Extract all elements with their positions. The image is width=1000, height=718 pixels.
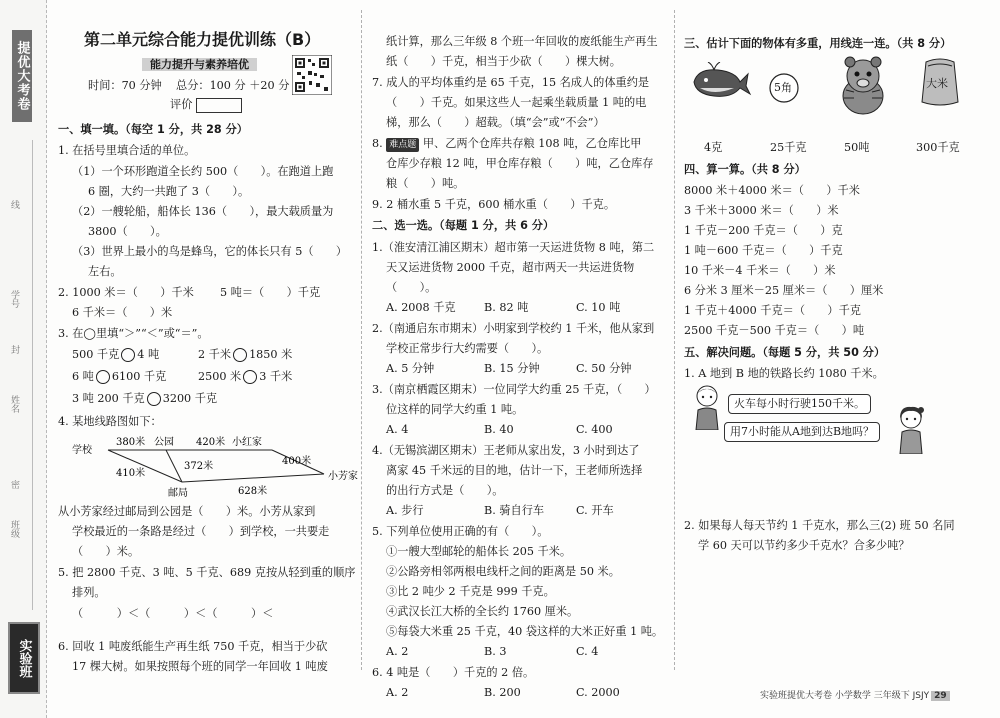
binding-field-line: 线 xyxy=(9,200,19,209)
question-1-9: 9. 2 桶水重 5 千克，600 桶水重（ ）千克。 xyxy=(372,198,616,211)
compare-a-left: 500 千克 xyxy=(72,348,120,361)
question-1-1-b-cont: 3800（ ）。 xyxy=(88,225,167,238)
compare-b-left: 2 千米 xyxy=(198,348,232,361)
page-title: 第二单元综合能力提优训练（B） xyxy=(84,30,321,49)
choice-2: 2.（南通启东市期末）小明家到学校约 1 千米，他从家到 xyxy=(372,322,655,335)
column-divider-2 xyxy=(674,10,675,670)
column-divider-1 xyxy=(361,10,362,670)
evaluate-box[interactable] xyxy=(196,98,242,113)
question-1-7: 7. 成人的平均体重约是 65 千克，15 名成人的体重约是 xyxy=(372,76,650,89)
map-d3: 372米 xyxy=(184,461,214,472)
question-1-4-c: （ ）米。 xyxy=(72,545,140,558)
question-1-5: 5. 把 2800 千克、3 吨、5 千克、689 克按从轻到重的顺序 xyxy=(58,566,356,579)
choice-4-cont: 离家 45 千米远的目的地，估计一下，王老师所选择 xyxy=(386,464,643,477)
page-footer xyxy=(760,688,950,701)
map-edge-park-post xyxy=(166,450,182,482)
choice-1: 1.（淮安清江浦区期末）超市第一天运进货物 8 吨，第二 xyxy=(372,241,655,254)
choice-5-option-b[interactable]: B. 3 xyxy=(484,645,507,658)
choice-5-item-2: ②公路旁相邻两根电线杆之间的距离是 50 米。 xyxy=(386,565,620,578)
tiger-icon xyxy=(834,56,892,116)
choice-3-option-c[interactable]: C. 400 xyxy=(576,423,613,436)
brand-label: 实验班 xyxy=(8,622,40,694)
choice-2-option-a[interactable]: A. 5 分钟 xyxy=(386,362,435,375)
evaluate-label: 评价 xyxy=(170,98,193,111)
map-d2: 420米 xyxy=(196,437,226,448)
question-1-1-c: （3）世界上最小的鸟是蜂鸟，它的体长只有 5（ ） xyxy=(72,245,348,258)
choice-3-option-b[interactable]: B. 40 xyxy=(484,423,514,436)
question-1-2-b: 5 吨＝（ ）千克 xyxy=(220,286,321,299)
binding-line xyxy=(32,140,33,610)
weight-option-1[interactable]: 4克 xyxy=(704,141,723,154)
question-1-8-cont2: 粮（ ）吨。 xyxy=(386,177,465,190)
question-1-7-cont: （ ）千克。如果这些人一起乘坐载质量 1 吨的电 xyxy=(386,96,647,109)
question-1-4-a: 从小芳家经过邮局到公园是（ ）米。小芳从家到 xyxy=(58,505,316,518)
coin-label: 5角 xyxy=(774,81,792,94)
binding-strip xyxy=(0,0,47,718)
question-1-1-a-cont: 6 圈，大约一共跑了 3（ ）。 xyxy=(88,185,250,198)
binding-field-name: 姓名 xyxy=(9,395,19,413)
choice-3-option-a[interactable]: A. 4 xyxy=(386,423,409,436)
map-edge-post-xiaofang xyxy=(182,474,324,482)
compare-b-right: 1850 米 xyxy=(249,348,293,361)
question-1-4: 4. 某地线路图如下： xyxy=(58,415,162,428)
problem-2-cont: 学 60 天可以节约多少千克水？合多少吨？ xyxy=(698,539,910,552)
section-3-heading: 三、估计下面的物体有多重，用线连一连。（共 8 分） xyxy=(684,37,952,50)
question-1-6-cont: 17 棵大树。如果按照每个班的同学一年回收 1 吨废 xyxy=(72,660,328,673)
choice-3: 3.（南京栖霞区期末）一位同学大约重 25 千克，（ ） xyxy=(372,383,656,396)
choice-5-option-c[interactable]: C. 4 xyxy=(576,645,599,658)
map-xiaohong: 小红家 xyxy=(232,437,262,448)
choice-6-option-a[interactable]: A. 2 xyxy=(386,686,409,699)
choice-1-cont: 天又运进货物 2000 千克，超市两天一共运进货物 xyxy=(386,261,635,274)
map-xiaofang: 小芳家 xyxy=(328,471,358,482)
compare-circle-a[interactable] xyxy=(121,348,135,362)
compare-e-left: 3 吨 200 千克 xyxy=(72,392,145,405)
weight-option-2[interactable]: 25千克 xyxy=(770,141,807,154)
question-1-7-cont2: 梯，那么（ ）超载。（填“会”或“不会”） xyxy=(386,116,605,129)
choice-2-cont: 学校正常步行大约需要（ ）。 xyxy=(386,342,549,355)
choice-6: 6. 4 吨是（ ）千克的 2 倍。 xyxy=(372,666,535,679)
map-d4: 400米 xyxy=(282,456,312,467)
choice-3-cont: 位这样的同学大约重 1 吨。 xyxy=(386,403,524,416)
choice-5-item-3: ③比 2 吨少 2 千克是 999 千克。 xyxy=(386,585,555,598)
question-1-1-a: （1）一个环形跑道全长约 500（ ）。在跑道上跑 xyxy=(72,165,334,178)
question-1-1-c-cont: 左右。 xyxy=(88,265,122,278)
sack-label: 大米 xyxy=(926,77,948,90)
map-school: 学校 xyxy=(72,445,92,456)
compare-c-right: 6100 千克 xyxy=(111,370,167,383)
question-1-4-b: 学校最近的一条路是经过（ ）到学校，一共要走 xyxy=(72,525,330,538)
exam-page: 提优大考卷 线 学号 封 姓名 密 班级 实验班 第二单元综合能力提优训练（B） 能力提升与素养培优 时间：70 分钟 总分：100 分 ＋20 分 评价 一、填一填。（每空 1 分，共 28 分） 1. 在括号里填合适的单位。 （1）一个环形跑道全长约 500（ ）。在跑道上跑 6 圈，大约一共跑了 3（ ）。 （2）一艘轮船，船体长 136（ ），最大载质量为 3800（ ）。 （3）世界上最小的鸟是蜂鸟，它的体长只有 5（ ） 左右。 2. 1000 米＝（ ）千米 5 吨＝（ ）千克 6 千米＝（ ）米 3. 在◯里填“＞”“＜”或“＝”。 500 千克 4 吨 2 千米 1850 米 6 吨 6100 千克 2500 米 3 千米 3 吨 200 千克 3200 千克 4. 某地线路图如下： 学校 380米 公园 420米 小红家 372米 400米 小芳家 410米 邮局 628米 从小芳家经过邮局到公园是（ ）米。小芳从家到 学校最近的一条路是经过（ ）到学校，一共要走 （ ）米。 5. 把 2800 千克、3 吨、5 千克、689 克按从轻到重的顺序 排列。 （ ）＜（ ）＜（ ）＜ 6. 回收 1 吨废纸能生产再生纸 750 千克，相当于少砍 17 棵大树。如果按照每个班的同学一年回收 1 吨废 纸计算，那么三年级 8 个班一年回收的废纸能生产再生 纸（ ）千克，相当于少砍（ ）棵大树。 7. 成人的平均体重约是 65 千克，15 名成人的体重约是 （ ）千克。如果这些人一起乘坐载质量 1 吨的电 梯，那么（ ）超载。（填“会”或“不会”） 8. 难点题 甲、乙两个仓库共存粮 108 吨，乙仓库比甲 仓库少存粮 12 吨，甲仓库存粮（ ）吨，乙仓库存 粮（ ）吨。 9. 2 桶水重 5 千克，600 桶水重（ ）千克。 二、选一选。（每题 1 分，共 6 分） 1.（淮安清江浦区期末）超市第一天运进货物 8 吨，第二 天又运进货物 2000 千克，超市两天一共运进货物 （ ）。 A. 2008 千克 B. 82 吨 C. 10 吨 2.（南通启东市期末）小明家到学校约 1 千米，他从家到 学校正常步行大约需要（ ）。 A. 5 分钟 B. 15 分钟 C. 50 分钟 3.（南京栖霞区期末）一位同学大约重 25 千克，（ ） 位这样的同学大约重 1 吨。 A. 4 B. 40 C. 400 4.（无锡滨湖区期末）王老师从家出发，3 小时到达了 离家 45 千米远的目的地，估计一下，王老师所选择 的出行方式是（ ）。 A. 步行 B. 骑自行车 C. 开车 5. 下列单位使用正确的有（ ）。 ①一艘大型邮轮的船体长 205 千米。 ②公路旁相邻两根电线杆之间的距离是 50 米。 ③比 2 吨少 2 千克是 999 千克。 ④武汉长江大桥的全长约 1760 厘米。 ⑤每袋大米重 25 千克，40 袋这样的大米正好重 1 吨。 A. 2 B. 3 C. 4 6. 4 吨是（ ）千克的 2 倍。 A. 2 B. 200 C. 2000 三、估计下面的物体有多重，用线连一连。（共 8 分） 5角 大米 4克 25千克 50吨 300千克 四、算一算。（共 8 分） 8000 米＋4000 米＝（ ）千米 3 千米＋3000 米＝（ ）米 1 千克－200 千克＝（ ）克 1 吨－600 千克＝（ ）千克 10 千米－4 千米＝（ ）米 6 分米 3 厘米－25 厘米＝（ ）厘米 1 千克＋4000 千克＝（ ）千克 2500 千克－500 千克＝（ ）吨 五、解决问题。（每题 5 分，共 50 分） 1. A 地到 B 地的铁路长约 1080 千米。 火车每小时行驶150千米。 用7小时能从A地到达B地吗？ 2. 如果每人每天节约 1 千克水，那么三(2) 班 50 名同 学 60 天可以节约多少千克水？合多少吨？ 实验班提优大考卷 小学数学 三年级下 JSJY 29 xyxy=(0,0,1000,718)
question-1-5-cont: 排列。 xyxy=(72,586,106,599)
choice-5: 5. 下列单位使用正确的有（ ）。 xyxy=(372,525,549,538)
page-number: 29 xyxy=(931,691,950,701)
question-1-2-a: 2. 1000 米＝（ ）千米 xyxy=(58,286,194,299)
series-label: 提优大考卷 xyxy=(12,30,32,122)
binding-field-seal: 封 xyxy=(9,345,19,354)
question-1-6: 6. 回收 1 吨废纸能生产再生纸 750 千克，相当于少砍 xyxy=(58,640,328,653)
choice-4: 4.（无锡滨湖区期末）王老师从家出发，3 小时到达了 xyxy=(372,444,640,457)
choice-4-option-c[interactable]: C. 开车 xyxy=(576,504,614,517)
section-1-heading: 一、填一填。（每空 1 分，共 28 分） xyxy=(58,123,248,136)
compare-circle-b[interactable] xyxy=(233,348,247,362)
map-d5: 410米 xyxy=(116,468,146,479)
choice-4-option-a[interactable]: A. 步行 xyxy=(386,504,424,517)
compare-circle-d[interactable] xyxy=(243,370,257,384)
section-4-heading: 四、算一算。（共 8 分） xyxy=(684,163,806,176)
question-1-8-cont: 仓库少存粮 12 吨，甲仓库存粮（ ）吨，乙仓库存 xyxy=(386,157,654,170)
question-1-5-blanks: （ ）＜（ ）＜（ ）＜ xyxy=(72,607,274,620)
difficulty-badge: 难点题 xyxy=(386,138,419,152)
time-limit: 时间：70 分钟 xyxy=(88,79,162,92)
choice-2-option-c[interactable]: C. 50 分钟 xyxy=(576,362,632,375)
question-1-8: 甲、乙两个仓库共存粮 108 吨，乙仓库比甲 xyxy=(422,137,642,150)
problem-2: 2. 如果每人每天节约 1 千克水，那么三(2) 班 50 名同 xyxy=(684,519,955,532)
calc-5: 10 千米－4 千米＝（ ）米 xyxy=(684,264,836,277)
compare-c-left: 6 吨 xyxy=(72,370,94,383)
weight-option-3[interactable]: 50吨 xyxy=(844,141,870,154)
weight-option-4[interactable]: 300千克 xyxy=(916,141,960,154)
question-1-3: 3. 在◯里填“＞”“＜”或“＝”。 xyxy=(58,327,209,340)
calc-4: 1 吨－600 千克＝（ ）千克 xyxy=(684,244,843,257)
choice-5-item-4: ④武汉长江大桥的全长约 1760 厘米。 xyxy=(386,605,579,618)
compare-a-right: 4 吨 xyxy=(137,348,160,361)
route-map xyxy=(72,432,362,502)
choice-5-option-a[interactable]: A. 2 xyxy=(386,645,409,658)
calc-8: 2500 千克－500 千克＝（ ）吨 xyxy=(684,324,865,337)
choice-1-option-b[interactable]: B. 82 吨 xyxy=(484,301,529,314)
binding-field-id: 学号 xyxy=(9,290,19,308)
question-1-6-cont2: 纸计算，那么三年级 8 个班一年回收的废纸能生产再生 xyxy=(386,35,658,48)
compare-e-right: 3200 千克 xyxy=(162,392,218,405)
total-score: 总分：100 分 ＋20 分 xyxy=(176,79,290,92)
question-1-1: 1. 在括号里填合适的单位。 xyxy=(58,144,196,157)
section-5-heading: 五、解决问题。（每题 5 分，共 50 分） xyxy=(684,346,886,359)
speech-bubble-boy: 火车每小时行驶150千米。 xyxy=(728,394,871,414)
calc-3: 1 千克－200 千克＝（ ）克 xyxy=(684,224,843,237)
choice-4-cont2: 的出行方式是（ ）。 xyxy=(386,484,504,497)
binding-field-secret: 密 xyxy=(9,480,19,489)
calc-7: 1 千克＋4000 千克＝（ ）千克 xyxy=(684,304,861,317)
map-park: 公园 xyxy=(154,437,174,448)
compare-d-left: 2500 米 xyxy=(198,370,242,383)
whale-icon xyxy=(690,62,752,102)
section-2-heading: 二、选一选。（每题 1 分，共 6 分） xyxy=(372,219,555,232)
map-d6: 628米 xyxy=(238,486,268,497)
choice-5-item-1: ①一艘大型邮轮的船体长 205 千米。 xyxy=(386,545,572,558)
girl-icon xyxy=(896,404,926,454)
question-1-6-cont3: 纸（ ）千克，相当于少砍（ ）棵大树。 xyxy=(386,55,621,68)
problem-1: 1. A 地到 B 地的铁路长约 1080 千米。 xyxy=(684,367,884,380)
calc-2: 3 千米＋3000 米＝（ ）米 xyxy=(684,204,839,217)
map-post: 邮局 xyxy=(168,488,188,499)
choice-2-option-b[interactable]: B. 15 分钟 xyxy=(484,362,540,375)
boy-icon xyxy=(692,384,722,430)
choice-1-option-a[interactable]: A. 2008 千克 xyxy=(386,301,456,314)
choice-4-option-b[interactable]: B. 骑自行车 xyxy=(484,504,545,517)
choice-6-option-c[interactable]: C. 2000 xyxy=(576,686,620,699)
qr-code-icon[interactable] xyxy=(292,55,332,95)
page-subtitle: 能力提升与素养培优 xyxy=(142,58,257,71)
calc-1: 8000 米＋4000 米＝（ ）千米 xyxy=(684,184,860,197)
footer-text: 实验班提优大考卷 小学数学 三年级下 JSJY xyxy=(760,691,930,701)
choice-1-cont2: （ ）。 xyxy=(386,281,437,294)
binding-field-class: 班级 xyxy=(9,520,19,538)
speech-bubble-girl: 用7小时能从A地到达B地吗？ xyxy=(724,422,880,442)
map-d1: 380米 xyxy=(116,437,146,448)
calc-6: 6 分米 3 厘米－25 厘米＝（ ）厘米 xyxy=(684,284,884,297)
question-1-2-c: 6 千米＝（ ）米 xyxy=(72,306,173,319)
choice-6-option-b[interactable]: B. 200 xyxy=(484,686,521,699)
compare-circle-c[interactable] xyxy=(96,370,110,384)
choice-5-item-5: ⑤每袋大米重 25 千克，40 袋这样的大米正好重 1 吨。 xyxy=(386,625,664,638)
question-1-1-b: （2）一艘轮船，船体长 136（ ），最大载质量为 xyxy=(72,205,334,218)
compare-circle-e[interactable] xyxy=(147,392,161,406)
choice-1-option-c[interactable]: C. 10 吨 xyxy=(576,301,621,314)
compare-d-right: 3 千米 xyxy=(259,370,293,383)
